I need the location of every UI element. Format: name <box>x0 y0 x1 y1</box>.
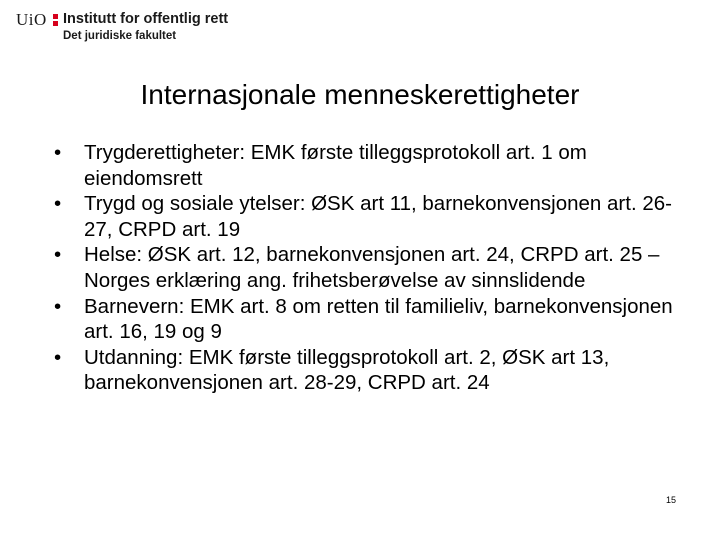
bullet-icon: • <box>54 243 62 267</box>
bullet-item <box>54 345 694 396</box>
logo-separator-icon <box>53 14 59 30</box>
slide-title: Internasjonale menneskerettigheter <box>140 79 580 110</box>
bullet-text: Helse: ØSK art. 12, barnekonvensjonen art. 24, CRPD art. 25 – Norges erklæring ang. frihetsberøvelse av sinnslidende <box>84 243 660 292</box>
bullet-item <box>54 294 694 345</box>
bullet-icon: • <box>54 294 62 318</box>
bullet-item <box>54 140 694 191</box>
bullet-text: Trygderettigheter: EMK første tilleggsprotokoll art. 1 om eiendomsrett <box>84 141 587 190</box>
uio-logo-text: UiO <box>16 10 47 29</box>
faculty-name: Det juridiske fakultet <box>63 30 177 42</box>
bullet-item <box>54 242 694 293</box>
bullet-text: Barnevern: EMK art. 8 om retten til familieliv, barnekonvensjonen art. 16, 19 og 9 <box>84 294 673 344</box>
bullet-list <box>54 140 694 396</box>
institute-name: Institutt for offentlig rett <box>63 11 229 27</box>
bullet-icon: • <box>54 345 62 369</box>
bullet-item <box>54 191 694 242</box>
page-number: 15 <box>666 495 677 505</box>
bullet-text: Utdanning: EMK første tilleggsprotokoll art. 2, ØSK art 13, barnekonvensjonen art. 28-29, CRPD art. 24 <box>84 345 610 395</box>
bullet-icon: • <box>54 192 62 216</box>
bullet-icon: • <box>54 141 62 164</box>
bullet-text: Trygd og sosiale ytelser: ØSK art 11, barnekonvensjonen art. 26-27, CRPD art. 19 <box>84 192 672 241</box>
